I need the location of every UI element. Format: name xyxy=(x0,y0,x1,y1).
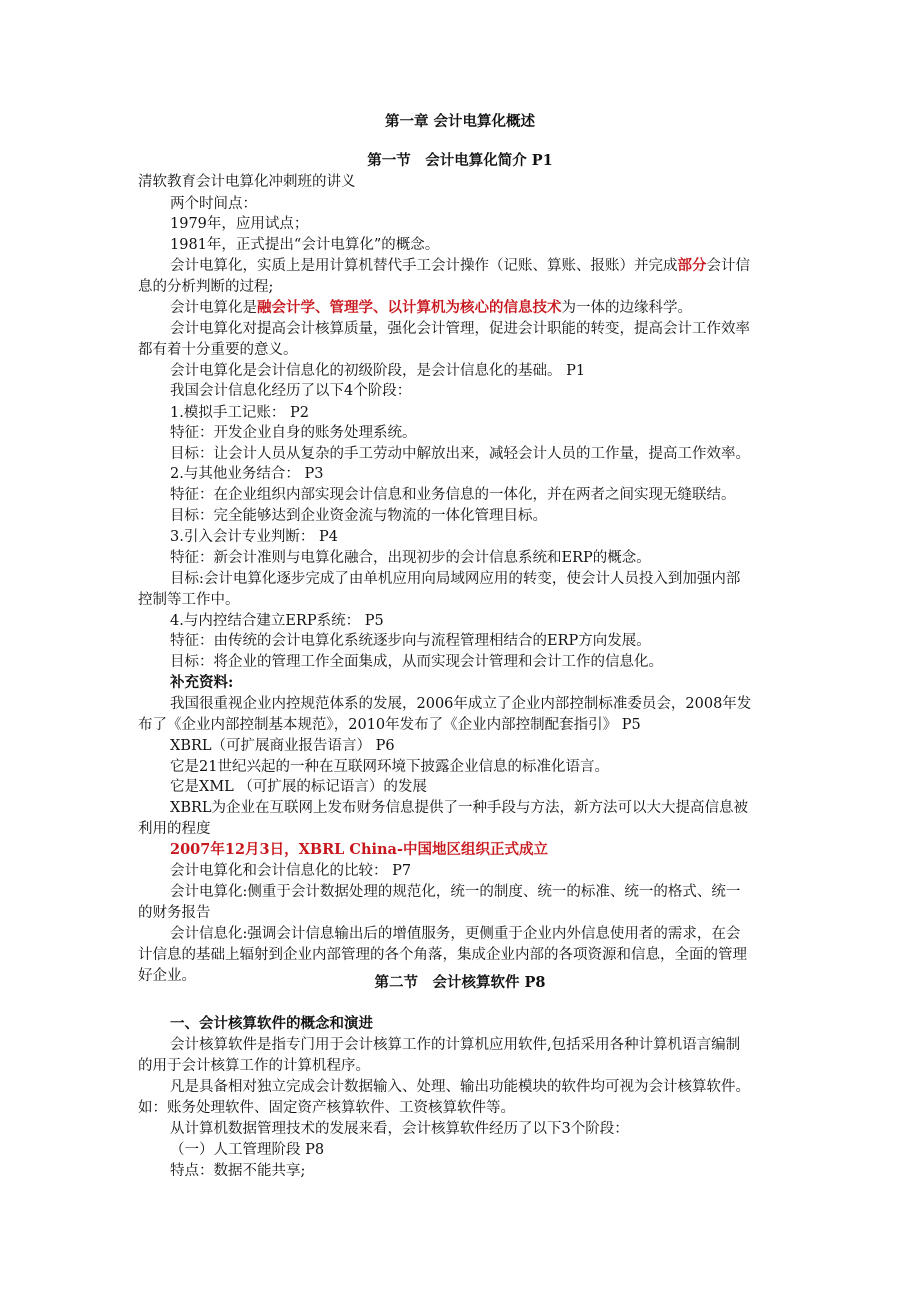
text-line xyxy=(0,339,920,361)
text-line xyxy=(0,1013,920,1035)
text-segment: 1981年，正式提出“会计电算化”的概念。 xyxy=(170,237,440,253)
text-line xyxy=(0,944,920,966)
text-segment: 会计信 xyxy=(706,258,750,274)
text-line xyxy=(0,318,920,340)
text-line xyxy=(0,484,920,506)
text-line xyxy=(0,443,920,465)
text-segment: 目标:会计电算化逐步完成了由单机应用向局域网应用的转变，使会计人员投入到加强内部 xyxy=(170,571,741,587)
text-segment: 会计信息化:强调会计信息输出后的增值服务，更侧重于企业内外信息使用者的需求，在会 xyxy=(170,926,741,942)
text-segment: 息的分析判断的过程; xyxy=(138,279,274,295)
text-segment: 会计电算化和会计信息化的比较： P7 xyxy=(170,863,412,879)
text-line xyxy=(0,1139,920,1161)
text-segment: 计信息的基础上辐射到企业内部管理的各个角落，集成企业内部的各项资源和信息，全面的管理 xyxy=(138,947,747,963)
text-segment: 特征：开发企业自身的账务处理系统。 xyxy=(170,425,417,441)
text-segment: 特点：数据不能共享; xyxy=(170,1163,306,1179)
text-line xyxy=(0,923,920,945)
text-segment: 会计电算化，实质上是用计算机替代手工会计操作（记账、算账、报账）并完成 xyxy=(170,258,678,274)
text-line xyxy=(0,672,920,694)
text-segment: 特征：新会计准则与电算化融合，出现初步的会计信息系统和ERP的概念。 xyxy=(170,550,651,566)
text-line xyxy=(0,297,920,319)
text-line xyxy=(0,839,920,861)
text-segment: 目标：完全能够达到企业资金流与物流的一体化管理目标。 xyxy=(170,508,547,524)
text-segment: 会计核算软件是指专门用于会计核算工作的计算机应用软件,包括采用各种计算机语言编制 xyxy=(170,1037,741,1053)
text-line xyxy=(0,568,920,590)
text-segment: 好企业。 xyxy=(138,968,196,984)
text-segment: 会计电算化是会计信息化的初级阶段，是会计信息化的基础。 P1 xyxy=(170,363,586,379)
text-segment: 清软教育会计电算化冲刺班的讲义 xyxy=(138,174,356,190)
text-line xyxy=(0,1097,920,1119)
text-segment: 控制等工作中。 xyxy=(138,592,240,608)
text-segment: 如：账务处理软件、固定资产核算软件、工资核算软件等。 xyxy=(138,1100,515,1116)
text-line xyxy=(0,589,920,611)
text-segment: 凡是具备相对独立完成会计数据输入、处理、输出功能模块的软件均可视为会计核算软件。 xyxy=(170,1079,750,1095)
text-segment: 3.引入会计专业判断： P4 xyxy=(170,529,338,545)
text-line xyxy=(0,818,920,840)
text-segment: 特征：由传统的会计电算化系统逐步向与流程管理相结合的ERP方向发展。 xyxy=(170,633,651,649)
text-segment: 特征：在企业组织内部实现会计信息和业务信息的一体化，并在两者之间实现无缝联结。 xyxy=(170,487,736,503)
text-segment: 它是XML （可扩展的标记语言）的发展 xyxy=(170,779,427,795)
text-line xyxy=(0,422,920,444)
section-title-1: 第一节 会计电算化简介 P1 xyxy=(367,152,553,169)
text-segment: 会计电算化:侧重于会计数据处理的规范化，统一的制度、统一的标准、统一的格式、统一 xyxy=(170,884,741,900)
text-segment: 布了《企业内部控制基本规范》，2010年发布了《企业内部控制配套指引》 P5 xyxy=(138,717,641,733)
text-line xyxy=(0,1160,920,1182)
text-segment: 1.模拟手工记账： P2 xyxy=(170,405,309,421)
chapter-title: 第一章 会计电算化概述 xyxy=(384,113,536,130)
text-line xyxy=(0,881,920,903)
text-segment: 1979年，应用试点； xyxy=(170,216,309,232)
text-line xyxy=(0,860,920,882)
text-segment: 目标：让会计人员从复杂的手工劳动中解放出来，减轻会计人员的工作量，提高工作效率。 xyxy=(170,446,750,462)
text-segment: 它是21世纪兴起的一种在互联网环境下披露企业信息的标准化语言。 xyxy=(170,759,609,775)
text-line xyxy=(0,756,920,778)
text-line xyxy=(0,1055,920,1077)
text-segment: 的财务报告 xyxy=(138,905,211,921)
text-segment: （一）人工管理阶段 P8 xyxy=(170,1142,325,1158)
highlighted-text: 一、会计核算软件的概念和演进 xyxy=(170,1015,373,1032)
text-segment: 我国很重视企业内控规范体系的发展，2006年成立了企业内部控制标准委员会，2008年发 xyxy=(170,696,752,712)
text-segment: 为一体的边缘科学。 xyxy=(561,300,692,316)
text-line xyxy=(0,797,920,819)
text-line xyxy=(0,630,920,652)
text-line xyxy=(0,463,920,485)
text-segment: XBRL为企业在互联网上发布财务信息提供了一种手段与方法，新方法可以大大提高信息被 xyxy=(170,800,749,816)
text-segment: 我国会计信息化经历了以下4个阶段： xyxy=(170,383,412,399)
text-line xyxy=(0,1118,920,1140)
text-line xyxy=(0,714,920,736)
text-line xyxy=(0,547,920,569)
text-line xyxy=(0,402,920,424)
text-line xyxy=(0,776,920,798)
text-segment: 利用的程度 xyxy=(138,821,211,837)
text-line xyxy=(0,1076,920,1098)
highlighted-text: 融会计学、管理学、以计算机为核心的信息技术 xyxy=(257,299,562,316)
text-line xyxy=(0,380,920,402)
text-line xyxy=(0,360,920,382)
text-line xyxy=(0,526,920,548)
text-line xyxy=(0,505,920,527)
text-line xyxy=(0,693,920,715)
text-line xyxy=(0,610,920,632)
text-line xyxy=(0,735,920,757)
text-line xyxy=(0,193,920,215)
text-segment: 会计电算化是 xyxy=(170,300,257,316)
text-segment: 两个时间点： xyxy=(170,196,257,212)
text-line xyxy=(0,902,920,924)
text-line xyxy=(0,276,920,298)
highlighted-text: 部分 xyxy=(677,257,707,274)
section-title-2: 第二节 会计核算软件 P8 xyxy=(374,974,546,991)
text-segment: XBRL（可扩展商业报告语言） P6 xyxy=(170,738,395,754)
text-line xyxy=(0,234,920,256)
highlighted-text: 补充资料: xyxy=(170,674,234,691)
highlighted-text: 2007年12月3日，XBRL China-中国地区组织正式成立 xyxy=(170,841,548,858)
text-segment: 4.与内控结合建立ERP系统： P5 xyxy=(170,613,384,629)
text-line xyxy=(0,1034,920,1056)
text-line xyxy=(0,255,920,277)
text-segment: 2.与其他业务结合： P3 xyxy=(170,466,324,482)
text-line xyxy=(0,171,920,193)
text-segment: 的用于会计核算工作的计算机程序。 xyxy=(138,1058,370,1074)
text-segment: 会计电算化对提高会计核算质量，强化会计管理，促进会计职能的转变，提高会计工作效率 xyxy=(170,321,750,337)
text-segment: 目标：将企业的管理工作全面集成，从而实现会计管理和会计工作的信息化。 xyxy=(170,654,663,670)
text-line xyxy=(0,213,920,235)
text-segment: 从计算机数据管理技术的发展来看，会计核算软件经历了以下3个阶段： xyxy=(170,1121,629,1137)
text-segment: 都有着十分重要的意义。 xyxy=(138,342,298,358)
text-line xyxy=(0,651,920,673)
